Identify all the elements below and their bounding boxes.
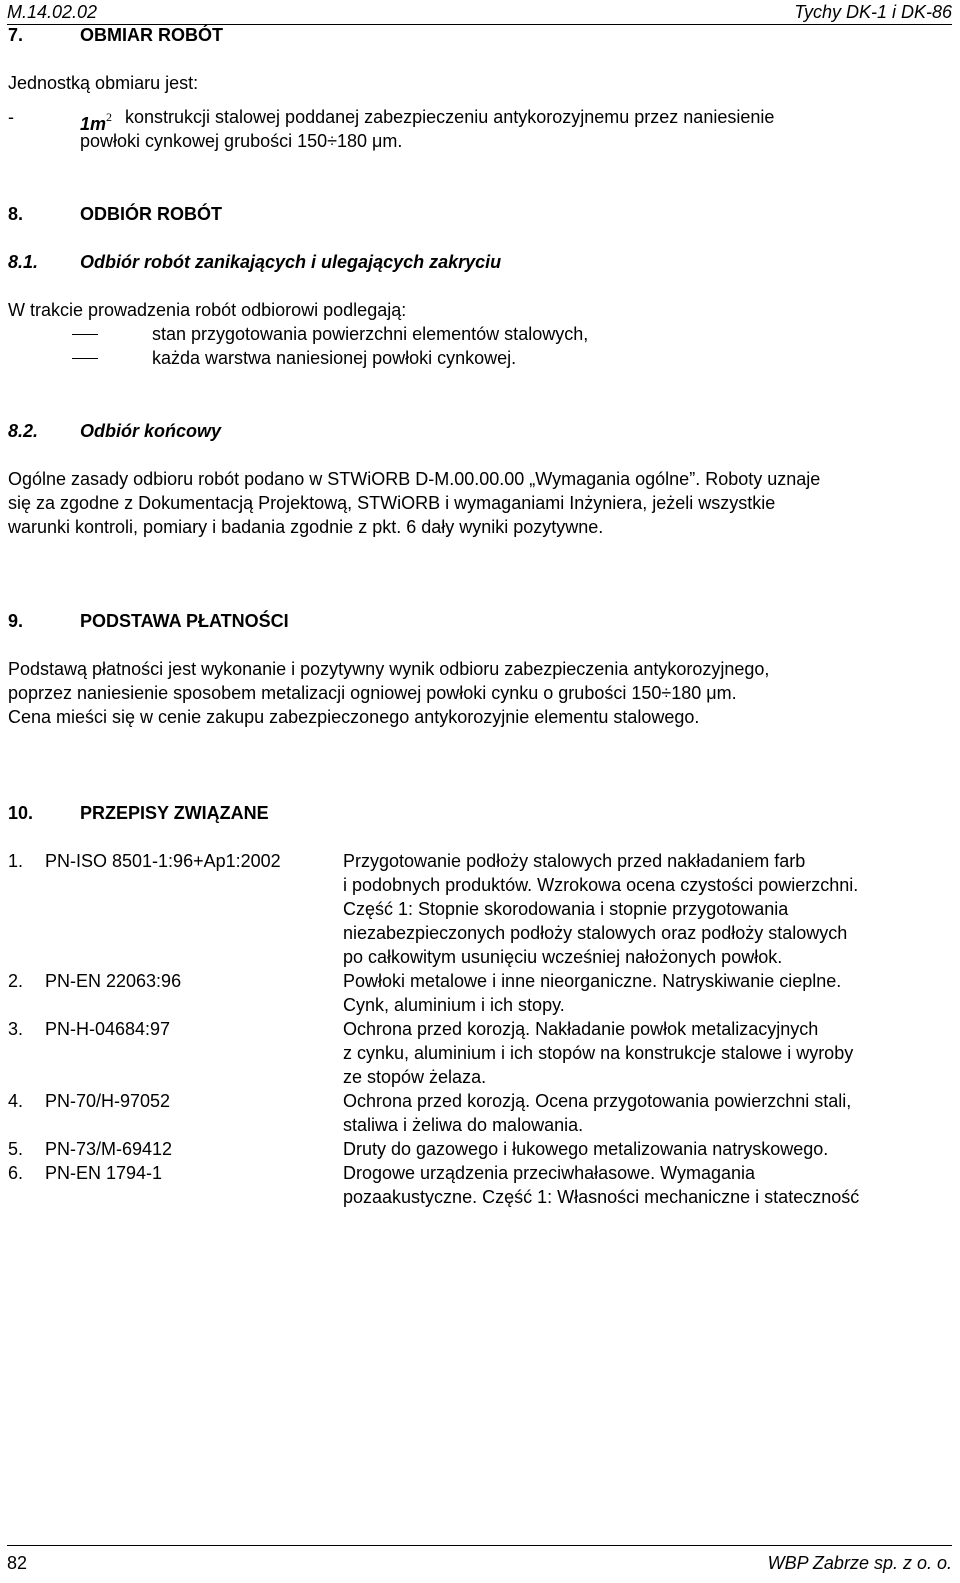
section-8-1-number: 8.1. [8, 252, 39, 272]
list-dash [72, 358, 98, 359]
reference-code: PN-73/M-69412 [45, 1139, 173, 1159]
reference-description-line: Przygotowanie podłoży stalowych przed nakładaniem farb [343, 851, 806, 871]
reference-description-line: staliwa i żeliwa do malowania. [343, 1115, 584, 1135]
reference-description-line: Ochrona przed korozją. Ocena przygotowania powierzchni stali, [343, 1091, 852, 1111]
s7-item-line2: powłoki cynkowej grubości 150÷180 μm. [80, 131, 403, 151]
s9-line-3: Cena mieści się w cenie zakupu zabezpieczonego antykorozyjnie elementu stalowego. [8, 707, 700, 727]
header-left: M.14.02.02 [7, 2, 98, 22]
s81-intro: W trakcie prowadzenia robót odbiorowi podlegają: [8, 300, 407, 320]
reference-code: PN-ISO 8501-1:96+Ap1:2002 [45, 851, 281, 871]
section-8-1-title: Odbiór robót zanikających i ulegających zakryciu [80, 252, 502, 272]
s81-item-2: każda warstwa naniesionej powłoki cynkowej. [152, 348, 517, 368]
section-7-number: 7. [8, 25, 24, 45]
reference-number: 1. [8, 851, 24, 871]
reference-description [343, 1137, 828, 1161]
header-right: Tychy DK-1 i DK-86 [794, 2, 952, 22]
reference-number: 4. [8, 1091, 24, 1111]
section-8-2-number: 8.2. [8, 421, 39, 441]
section-7-title: OBMIAR ROBÓT [80, 25, 223, 45]
section-8-2-title: Odbiór końcowy [80, 421, 222, 441]
reference-description-line: Cynk, aluminium i ich stopy. [343, 995, 565, 1015]
reference-description-line: pozaakustyczne. Część 1: Własności mechaniczne i stateczność [343, 1187, 860, 1207]
reference-description-line: Część 1: Stopnie skorodowania i stopnie przygotowania [343, 899, 789, 919]
section-9-title: PODSTAWA PŁATNOŚCI [80, 611, 289, 631]
reference-code: PN-H-04684:97 [45, 1019, 171, 1039]
section-10-heading [8, 801, 269, 825]
s9-line-1: Podstawą płatności jest wykonanie i pozytywny wynik odbioru zabezpieczenia antykorozyjnego, [8, 659, 770, 679]
section-10-title: PRZEPISY ZWIĄZANE [80, 803, 269, 823]
s7-unit-superscript: 2 [106, 110, 113, 124]
reference-description [343, 1161, 859, 1209]
s82-line-2: się za zgodne z Dokumentacją Projektową, STWiORB i wymaganiami Inżyniera, jeżeli wszystkie [8, 493, 776, 513]
reference-code: PN-EN 1794-1 [45, 1163, 163, 1183]
reference-description-line: Powłoki metalowe i inne nieorganiczne. Natryskiwanie cieplne. [343, 971, 842, 991]
s81-item-1: stan przygotowania powierzchni elementów stalowych, [152, 324, 589, 344]
section-8-heading [8, 202, 222, 226]
reference-number: 6. [8, 1163, 24, 1183]
s7-intro: Jednostką obmiaru jest: [8, 73, 199, 93]
section-8-number: 8. [8, 204, 24, 224]
s7-item-line1: konstrukcji stalowej poddanej zabezpieczeniu antykorozyjnemu przez naniesienie [125, 107, 775, 127]
reference-description-line: po całkowitym usunięciu wcześniej nałożonych powłok. [343, 947, 783, 967]
reference-description-line: i podobnych produktów. Wzrokowa ocena czystości powierzchni. [343, 875, 859, 895]
section-8-1-heading [8, 250, 501, 274]
reference-description [343, 849, 858, 969]
reference-description [343, 1017, 853, 1089]
s82-line-3: warunki kontroli, pomiary i badania zgodnie z pkt. 6 dały wyniki pozytywne. [8, 517, 604, 537]
s7-item-dash: - [8, 107, 14, 127]
reference-description-line: ze stopów żelaza. [343, 1067, 487, 1087]
section-8-2-heading [8, 419, 221, 443]
reference-number: 3. [8, 1019, 24, 1039]
section-8-title: ODBIÓR ROBÓT [80, 204, 222, 224]
page-footer [7, 1545, 952, 1576]
reference-code: PN-EN 22063:96 [45, 971, 182, 991]
reference-description-line: Drogowe urządzenia przeciwhałasowe. Wymagania [343, 1163, 756, 1183]
s82-line-1: Ogólne zasady odbioru robót podano w STWiORB D-M.00.00.00 „Wymagania ogólne”. Roboty uznaje [8, 469, 821, 489]
reference-description-line: z cynku, aluminium i ich stopów na konstrukcje stalowe i wyroby [343, 1043, 854, 1063]
page-number: 82 [7, 1553, 28, 1573]
reference-description-line: Ochrona przed korozją. Nakładanie powłok metalizacyjnych [343, 1019, 819, 1039]
s9-line-2: poprzez naniesienie sposobem metalizacji ogniowej powłoki cynku o grubości 150÷180 μm. [8, 683, 737, 703]
reference-description [343, 969, 841, 1017]
section-9-heading [8, 609, 289, 633]
reference-description [343, 1089, 851, 1137]
list-dash [72, 334, 98, 335]
reference-description-line: niezabezpieczonych podłoży stalowych oraz podłoży stalowych [343, 923, 848, 943]
section-10-number: 10. [8, 803, 34, 823]
reference-code: PN-70/H-97052 [45, 1091, 171, 1111]
reference-number: 2. [8, 971, 24, 991]
reference-number: 5. [8, 1139, 24, 1159]
section-7-heading [8, 23, 223, 47]
footer-company: WBP Zabrze sp. z o. o. [767, 1553, 952, 1573]
reference-description-line: Druty do gazowego i łukowego metalizowania natryskowego. [343, 1139, 829, 1159]
section-9-number: 9. [8, 611, 24, 631]
page-header [7, 2, 952, 25]
s7-unit-value: 1m [80, 114, 107, 134]
